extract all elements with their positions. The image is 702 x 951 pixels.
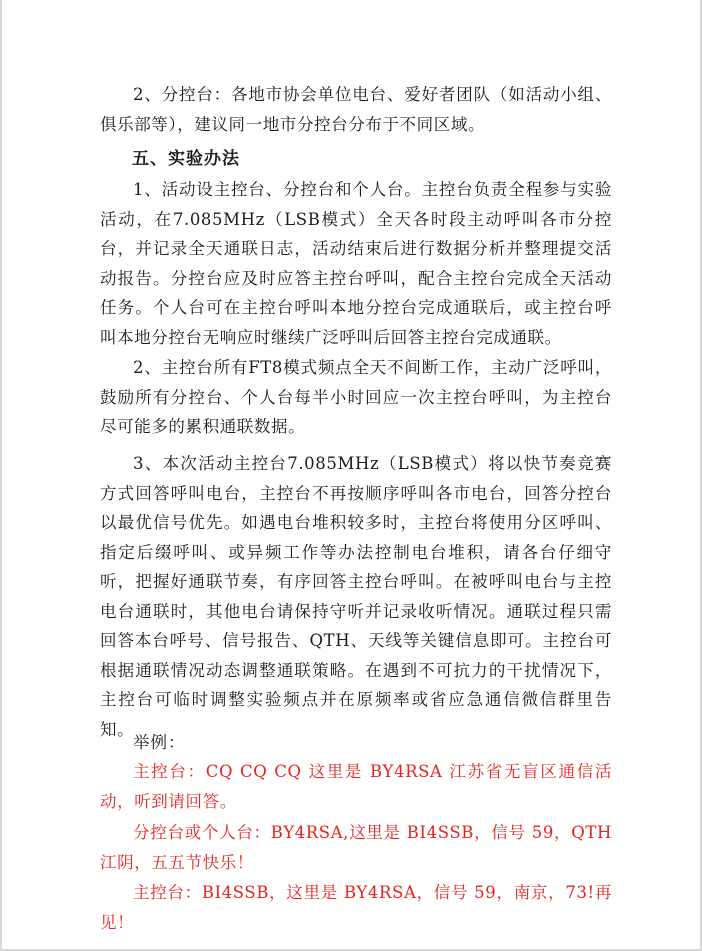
section4-item2-paragraph: 2、分控台：各地市协会单位电台、爱好者团队（如活动小组、俱乐部等），建议同一地市分控台分布于不同区域。 xyxy=(100,85,612,134)
section5-item3-paragraph: 3、本次活动主控台7.085MHz（LSB模式）将以快节奏竞赛方式回答呼叫电台，主控台不再按顺序呼叫各市电台，回答分控台以最优信号优先。如遇电台堆积较多时，主控台将使用分区呼叫、指定后缀呼叫、或异频工作等办法控制电台堆积，请各台仔细守听，把握好通联节奏，有序回答主控台呼叫。在被呼叫电台与主控电台通联时，其他电台请保持守听并记录收听情况。通联过程只需回答本台呼号、信号报告、QTH、天线等关键信息即可。主控台可根据通联情况动态调整通联策略。在遇到不可抗力的干扰情况下，主控台可临时调整实验频点并在原频率或省应急通信微信群里告知。 xyxy=(100,454,612,739)
section5-heading: 五、实验办法 xyxy=(132,149,240,169)
example-line-main-station-cq: 主控台：CQ CQ CQ 这里是 BY4RSA 江苏省无盲区通信活动，听到请回答。 xyxy=(100,762,612,811)
example-line-substation-reply: 分控台或个人台：BY4RSA,这里是 BI4SSB，信号 59，QTH 江阴，五五节快乐！ xyxy=(100,823,612,872)
section5-item2-paragraph: 2、主控台所有FT8模式频点全天不间断工作，主动广泛呼叫，鼓励所有分控台、个人台每半小时回应一次主控台呼叫，为主控台尽可能多的累积通联数据。 xyxy=(100,358,612,436)
example-line-main-station-reply: 主控台：BI4SSB，这里是 BY4RSA，信号 59，南京，73!再见！ xyxy=(100,883,612,932)
section5-item1-paragraph: 1、活动设主控台、分控台和个人台。主控台负责全程参与实验活动，在7.085MHz（LSB模式）全天各时段主动呼叫各市分控台，并记录全天通联日志，活动结束后进行数据分析并整理提交活动报告。分控台应及时应答主控台呼叫，配合主控台完成全天活动任务。个人台可在主控台呼叫本地分控台完成通联后，或主控台呼叫本地分控台无响应时继续广泛呼叫后回答主控台完成通联。 xyxy=(100,180,612,347)
example-label: 举例： xyxy=(133,733,186,752)
